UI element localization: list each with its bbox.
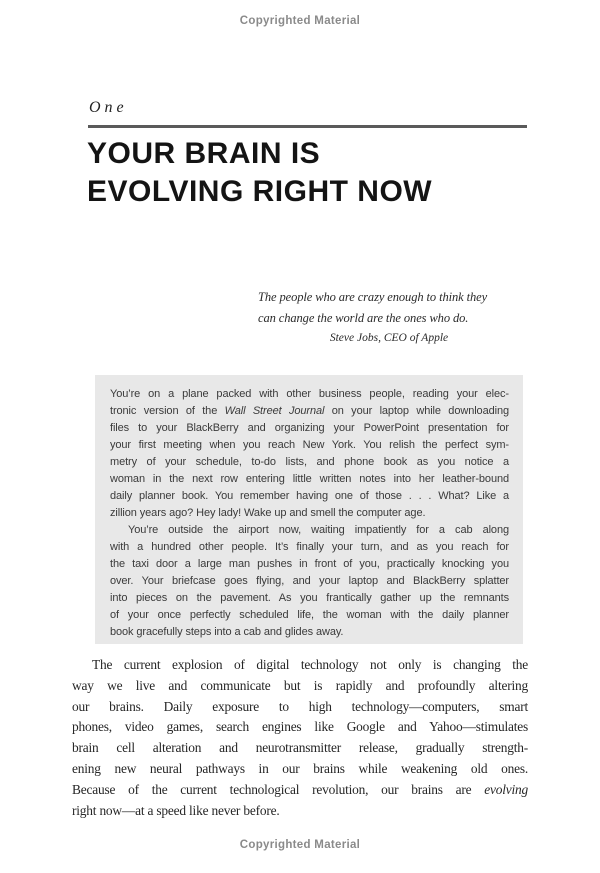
epigraph: [258, 287, 520, 344]
text-line: into pieces on the pavement. As you frantically gather up the remnants: [110, 592, 509, 604]
text-line: The current explosion of digital technology not only is changing the: [92, 657, 528, 672]
text-line: The people who are crazy enough to think they: [258, 290, 488, 304]
text-line: with a hundred other people. It’s finally your turn, and as you reach for: [110, 541, 509, 553]
text-line: over. Your briefcase goes flying, and your laptop and BlackBerry splatter: [110, 575, 509, 587]
epigraph-quote: [258, 287, 520, 329]
text-line: can change the world are the ones who do.: [258, 311, 469, 325]
text-line: tronic version of the Wall Street Journal on your laptop while downloading: [110, 405, 509, 417]
text-line: your first meeting when you reach New York. You relish the perfect sym-: [110, 439, 509, 451]
text-line: metry of your schedule, to-do lists, and phone book as you notice a: [110, 456, 509, 468]
text-line: of your once perfectly scheduled life, the woman with the daily planner: [110, 609, 509, 621]
chapter-title: [87, 135, 432, 211]
text-line: book gracefully steps into a cab and glides away.: [110, 626, 344, 638]
anecdote-box: [95, 375, 523, 644]
text-line: Because of the current technological revolution, our brains are evolving: [72, 781, 528, 797]
chapter-rule: [88, 125, 527, 128]
text-line: ening new neural pathways in our brains while weakening old ones.: [72, 760, 528, 776]
text-line: files to your BlackBerry and organizing your PowerPoint presentation for: [110, 422, 509, 434]
epigraph-attribution: Steve Jobs, CEO of Apple: [329, 332, 449, 344]
copyright-notice-bottom: Copyrighted Material: [239, 839, 361, 851]
copyright-notice-top: Copyrighted Material: [239, 15, 361, 27]
anecdote-paragraph-2: [110, 522, 509, 641]
chapter-number: One: [89, 99, 128, 116]
text-line: You’re outside the airport now, waiting impatiently for a cab along: [128, 524, 509, 536]
chapter-title-line2: EVOLVING RIGHT NOW: [87, 175, 433, 208]
text-line: woman in the next row entering little written notes into her leather-bound: [110, 473, 509, 485]
body-paragraph: [72, 655, 528, 821]
text-line: our brains. Daily exposure to high technology—computers, smart: [72, 698, 528, 714]
text-line: way we live and communicate but is rapidly and profoundly altering: [72, 677, 528, 693]
text-line: You’re on a plane packed with other business people, reading your elec-: [110, 388, 509, 400]
text-line: brain cell alteration and neurotransmitter release, gradually strength-: [72, 740, 528, 756]
text-line: the taxi door a large man pushes in front of you, practically knocking you: [110, 558, 509, 570]
chapter-title-line1: YOUR BRAIN IS: [87, 137, 321, 170]
text-line: right now—at a speed like never before.: [72, 802, 280, 818]
text-line: zillion years ago? Hey lady! Wake up and smell the computer age.: [110, 507, 426, 519]
text-line: daily planner book. You remember having one of those . . . What? Like a: [110, 490, 509, 502]
text-line: phones, video games, search engines like Google and Yahoo—stimulates: [72, 719, 528, 735]
anecdote-paragraph-1: [110, 386, 509, 522]
